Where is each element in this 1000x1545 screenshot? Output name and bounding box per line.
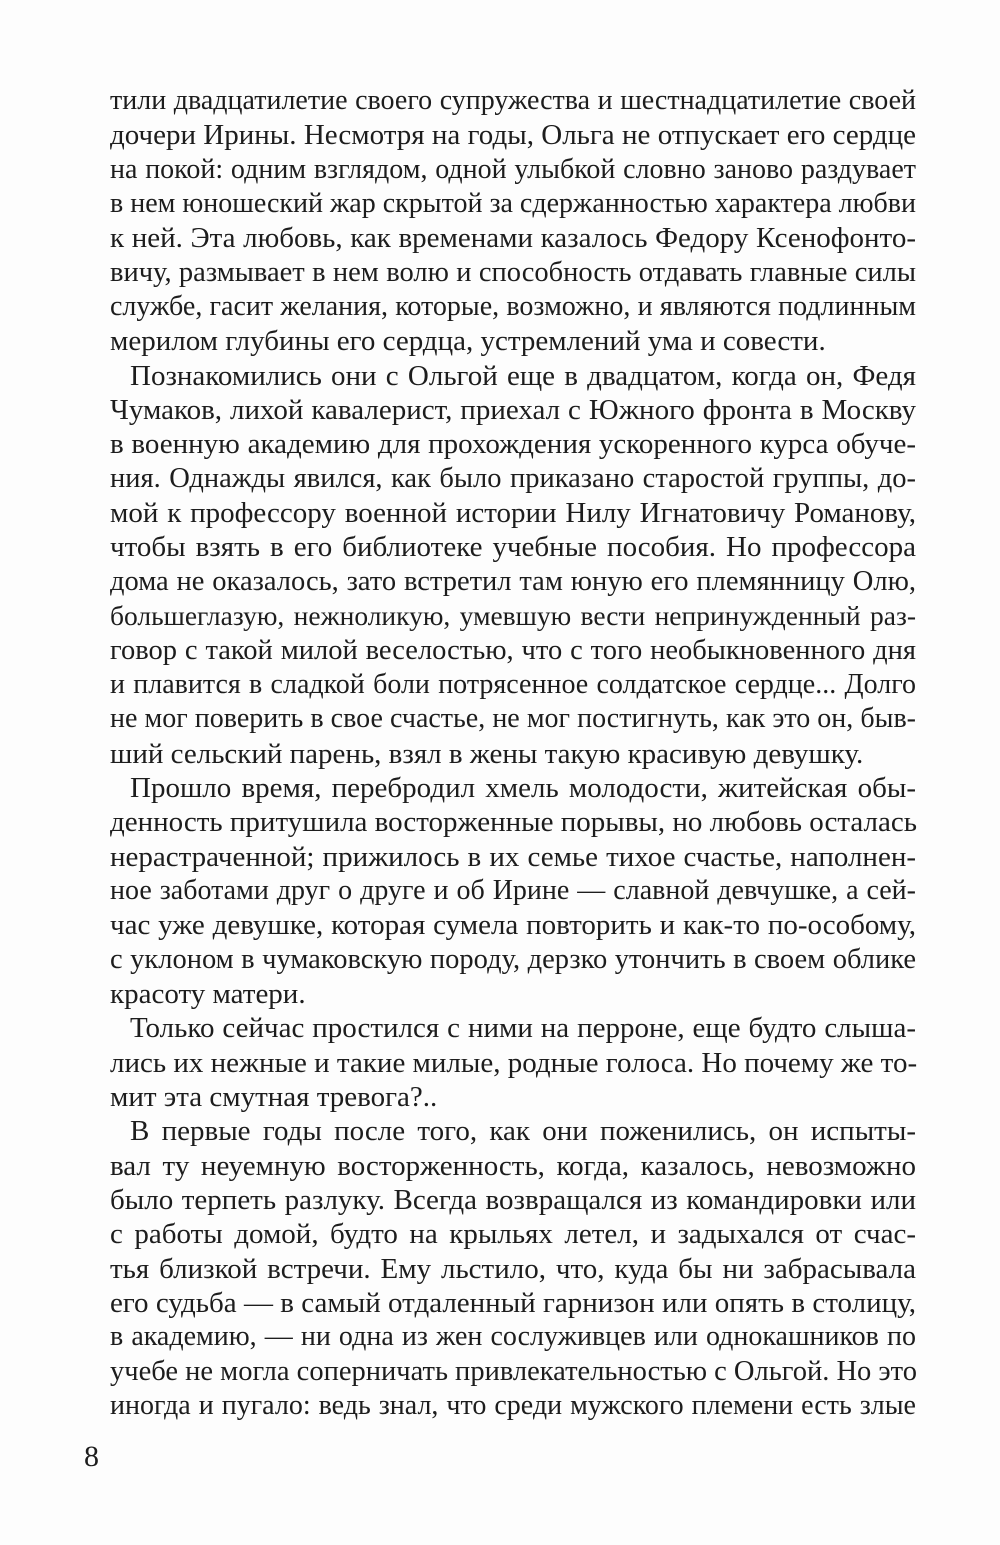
text-line: Только сейчас простился с ними на перроне, еще будто слыша- (130, 1012, 916, 1045)
text-line: Чумаков, лихой кавалерист, приехал с Южного фронта в Москву (110, 394, 916, 427)
text-line: дома не оказалось, зато встретил там юную его племянницу Олю, (110, 565, 916, 597)
text-line: тили двадцатилетие своего супружества и шестнадцатилетие своей (110, 85, 916, 116)
text-line: Прошло время, перебродил хмель молодости, житейская обы- (130, 771, 916, 804)
text-line: лись их нежные и такие милые, родные голоса. Но почему же то- (110, 1046, 918, 1079)
body-text (110, 84, 916, 1423)
text-line: ния. Однажды явился, как было приказано старостой группы, до- (110, 462, 916, 494)
text-line: службе, гасит желания, которые, возможно, и являются подлинным (110, 291, 916, 323)
text-line: вал ту неуемную восторженность, когда, казалось, невозможно (110, 1149, 916, 1182)
text-line: тья близкой встречи. Ему льстило, что, куда бы ни забрасывала (110, 1252, 916, 1285)
text-line: В первые годы после того, как они поженились, он испыты- (130, 1115, 916, 1148)
text-line: иногда и пугало: ведь знал, что среди мужского племени есть злые (110, 1390, 916, 1422)
text-line: денность притушила восторженные порывы, но любовь осталась (110, 806, 917, 839)
text-line: большеглазую, нежноликую, умевшую вести непринужденный раз- (110, 600, 916, 632)
text-line: дочери Ирины. Несмотря на годы, Ольга не отпускает его сердце (110, 119, 916, 152)
text-line: час уже девушке, которая сумела повторить и как-то по-особому, (110, 909, 916, 942)
text-line: к ней. Эта любовь, как временами казалось Федору Ксенофонто- (110, 222, 916, 255)
text-line: мой к профессору военной истории Нилу Игнатовичу Романову, (110, 497, 916, 530)
text-line: и плавится в сладкой боли потрясенное солдатское сердце... Долго (110, 668, 916, 700)
text-line: учебе не могла соперничать привлекательностью с Ольгой. Но это (110, 1355, 917, 1387)
text-line: ное заботами друг о друге и об Ирине — славной девчушке, а сей- (110, 874, 916, 906)
text-line: чтобы взять в его библиотеке учебные пособия. Но профессора (110, 531, 916, 564)
text-line: говор с такой милой веселостью, что с того необыкновенного дня (110, 634, 916, 666)
text-line: с работы домой, будто на крыльях летел, и задыхался от счас- (110, 1218, 916, 1251)
text-line: с уклоном в чумаковскую породу, дерзко утончить в своем облике (110, 943, 916, 975)
text-line: мит эта смутная тревога?.. (110, 1080, 438, 1113)
text-line: в нем юношеский жар скрытой за сдержанностью характера любви (110, 188, 916, 220)
text-line: не мог поверить в свое счастье, не мог постигнуть, как это он, быв- (110, 703, 916, 735)
text-line: нерастраченной; прижилось в их семье тихое счастье, наполнен- (110, 840, 916, 873)
text-line: красоту матери. (110, 977, 306, 1010)
text-line: мерилом глубины его сердца, устремлений ума и совести. (110, 325, 826, 358)
page-number: 8 (84, 1440, 99, 1473)
text-line: было терпеть разлуку. Всегда возвращался из командировки или (110, 1184, 916, 1216)
text-line: вичу, размывает в нем волю и способность отдавать главные силы (110, 256, 916, 288)
text-line: его судьба — в самый отдаленный гарнизон или опять в столицу, (110, 1287, 916, 1320)
text-line: в военную академию для прохождения ускоренного курса обуче- (110, 428, 916, 461)
text-line: Познакомились они с Ольгой еще в двадцатом, когда он, Федя (130, 359, 916, 392)
text-line: в академию, — ни одна из жен сослуживцев или однокашников по (110, 1321, 916, 1353)
text-line: на покой: одним взглядом, одной улыбкой словно заново раздувает (110, 153, 916, 185)
text-line: ший сельский парень, взял в жены такую красивую девушку. (110, 737, 864, 770)
